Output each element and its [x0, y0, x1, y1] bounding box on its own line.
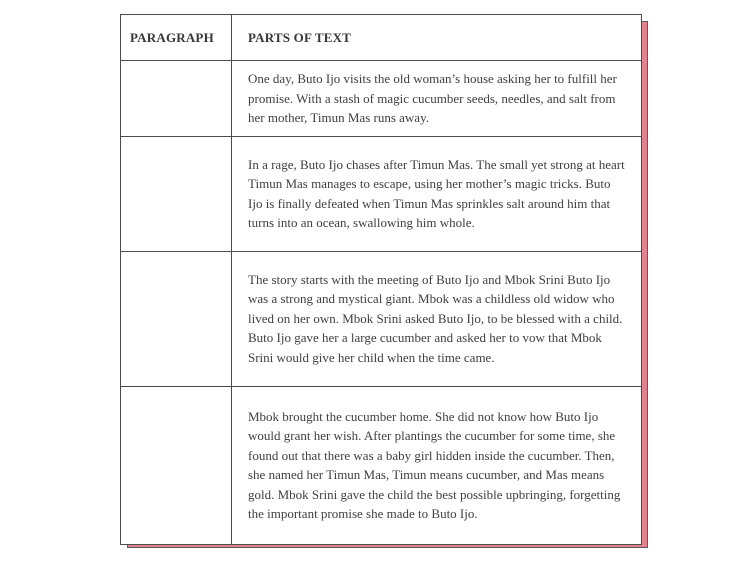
table-row — [121, 386, 642, 544]
header-parts-of-text: PARTS OF TEXT — [232, 15, 642, 61]
paragraph-number-cell — [121, 251, 232, 386]
header-paragraph: PARAGRAPH — [121, 15, 232, 61]
table-header-row — [121, 15, 642, 61]
story-text-cell: In a rage, Buto Ijo chases after Timun Mas. The small yet strong at heart Timun Mas manages to escape, using her mother’s magic tricks. Buto Ijo is finally defeated when Timun Mas sprinkles salt around him that turns into an ocean, swallowing him whole. — [232, 136, 642, 251]
paragraph-number-cell — [121, 386, 232, 544]
story-text-cell: One day, Buto Ijo visits the old woman’s house asking her to fulfill her promise. With a stash of magic cucumber seeds, needles, and salt from her mother, Timun Mas runs away. — [232, 61, 642, 137]
story-text-cell: Mbok brought the cucumber home. She did not know how Buto Ijo would grant her wish. After plantings the cucumber for some time, she found out that there was a baby girl hidden inside the cucumber. Then, she named her Timun Mas, Timun means cucumber, and Mas means gold. Mbok Srini gave the child the best possible upbringing, forgetting the important promise she made to Buto Ijo. — [232, 386, 642, 544]
table-row — [121, 251, 642, 386]
paragraph-number-cell — [121, 61, 232, 137]
story-text-cell: The story starts with the meeting of Buto Ijo and Mbok Srini Buto Ijo was a strong and mystical giant. Mbok was a childless old widow who lived on her own. Mbok Srini asked Buto Ijo, to be blessed with a child. Buto Ijo gave her a large cucumber and asked her to vow that Mbok Srini would give her child when the time came. — [232, 251, 642, 386]
table-row — [121, 136, 642, 251]
table-row — [121, 61, 642, 137]
paragraph-matching-table — [120, 14, 642, 545]
paragraph-number-cell — [121, 136, 232, 251]
story-table-container — [120, 14, 641, 541]
